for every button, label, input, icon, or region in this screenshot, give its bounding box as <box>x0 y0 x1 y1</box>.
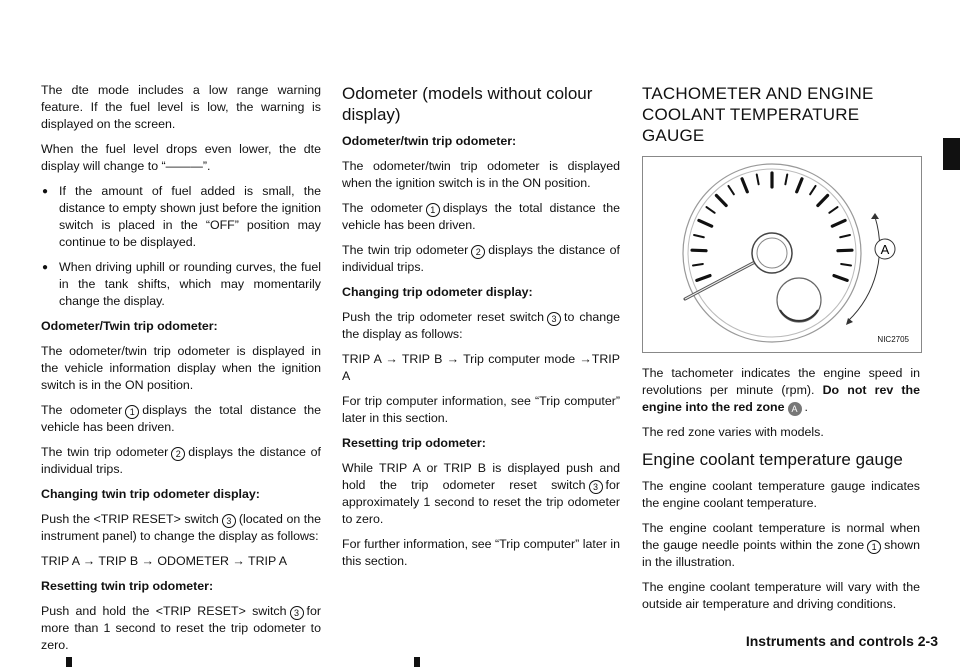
paragraph: The odometer 1 displays the total distance the vehicle has been driven. <box>41 403 321 434</box>
callout-2-icon: 2 <box>171 447 185 461</box>
subheading: Changing twin trip odometer display: <box>41 487 260 501</box>
bullet-list <box>41 183 321 310</box>
paragraph: When the fuel level drops even lower, the dte display will change to “———”. <box>41 142 321 173</box>
subheading: Odometer/Twin trip odometer: <box>41 319 218 333</box>
paragraph: The engine coolant temperature gauge indicates the engine coolant temperature. <box>642 479 920 510</box>
callout-2-icon: 2 <box>471 245 485 259</box>
gauge-tick <box>697 276 710 281</box>
gauge-tick <box>785 174 787 184</box>
callout-1-icon: 1 <box>867 540 881 554</box>
paragraph: Push the <TRIP RESET> switch 3 (located on the instrument panel) to change the display as follows: <box>41 512 321 543</box>
callout-1-icon: 1 <box>125 405 139 419</box>
paragraph: Push and hold the <TRIP RESET> switch 3 for more than 1 second to reset the trip odometer to zero. <box>41 604 321 652</box>
subheading: Resetting twin trip odometer: <box>41 579 214 593</box>
gauge-tick <box>841 264 851 266</box>
bullet-item: ● When driving uphill or rounding curves, the fuel in the tank shifts, which may momentarily change the display. <box>41 259 321 310</box>
column-middle <box>342 83 620 578</box>
paragraph: The twin trip odometer 2 displays the distance of individual trips. <box>41 445 321 476</box>
gauge-tick <box>797 179 802 192</box>
paragraph: The odometer/twin trip odometer is displayed in the vehicle information display when the ignition switch is in the ON position. <box>41 344 321 392</box>
paragraph: While TRIP A or TRIP B is displayed push and hold the trip odometer reset switch 3 for approximately 1 second to reset the trip odometer to zero. <box>342 461 620 526</box>
paragraph: TRIP A → TRIP B → ODOMETER → TRIP A <box>41 554 288 568</box>
crop-mark <box>66 657 72 667</box>
gauge-tick <box>832 220 845 226</box>
paragraph: TRIP A → TRIP B → Trip computer mode →TRIP A <box>342 352 620 383</box>
gauge-tick <box>693 264 703 266</box>
gauge-tick <box>818 195 828 205</box>
paragraph: The engine coolant temperature is normal when the gauge needle points within the zone 1 shown in the illustration. <box>642 521 920 569</box>
gauge-tick <box>694 235 704 237</box>
gauge-tick <box>699 220 712 226</box>
column-right <box>642 83 920 621</box>
callout-a-label: A <box>880 242 890 257</box>
gauge-tick <box>728 186 733 194</box>
crop-mark <box>414 657 420 667</box>
paragraph: Push the trip odometer reset switch 3 to change the display as follows: <box>342 310 620 341</box>
callout-3-icon: 3 <box>547 312 561 326</box>
section-tab <box>943 138 960 170</box>
paragraph: For trip computer information, see “Trip computer” later in this section. <box>342 394 620 425</box>
paragraph: The red zone varies with models. <box>642 425 824 439</box>
tachometer-gauge-icon <box>643 157 921 352</box>
gauge-tick <box>834 276 847 281</box>
gauge-illustration <box>642 156 922 353</box>
paragraph: The twin trip odometer 2 displays the distance of individual trips. <box>342 243 620 274</box>
gauge-tick <box>742 179 747 192</box>
page-footer: Instruments and controls 2-3 <box>745 633 938 649</box>
bullet-item: ● If the amount of fuel added is small, the distance to empty shown just before the ignition switch is placed in the “OFF” position may continue to be displayed. <box>41 183 321 251</box>
section-title: TACHOMETER AND ENGINE COOLANT TEMPERATURE GAUGE <box>642 84 874 145</box>
subheading: Resetting trip odometer: <box>342 436 486 450</box>
paragraph: The engine coolant temperature will vary with the outside air temperature and driving conditions. <box>642 580 920 611</box>
callout-a-icon: A <box>788 402 802 416</box>
paragraph: The odometer 1 displays the total distance the vehicle has been driven. <box>342 201 621 232</box>
gauge-tick <box>716 195 726 205</box>
gauge-tick <box>706 207 714 213</box>
subheading: Changing trip odometer display: <box>342 285 533 299</box>
callout-3-icon: 3 <box>589 480 603 494</box>
paragraph: The odometer/twin trip odometer is displayed when the ignition switch is in the ON position. <box>342 159 620 190</box>
gauge-tick <box>810 186 815 194</box>
callout-3-icon: 3 <box>290 606 304 620</box>
section-title: Odometer (models without colour display) <box>342 84 593 124</box>
callout-1-icon: 1 <box>426 203 440 217</box>
gauge-tick <box>829 207 837 213</box>
gauge-tick <box>757 174 759 184</box>
paragraph: The dte mode includes a low range warning feature. If the fuel level is low, the warning is displayed on the screen. <box>41 83 321 131</box>
paragraph: The tachometer indicates the engine speed in revolutions per minute (rpm). Do not rev the engine into the red zone A . <box>642 366 920 414</box>
column-left <box>41 82 321 662</box>
figure-id: NIC2705 <box>877 335 909 344</box>
paragraph: For further information, see “Trip computer” later in this section. <box>342 537 620 568</box>
section-subtitle: Engine coolant temperature gauge <box>642 450 903 469</box>
callout-3-icon: 3 <box>222 514 236 528</box>
subheading: Odometer/twin trip odometer: <box>342 134 517 148</box>
gauge-tick <box>840 235 850 237</box>
